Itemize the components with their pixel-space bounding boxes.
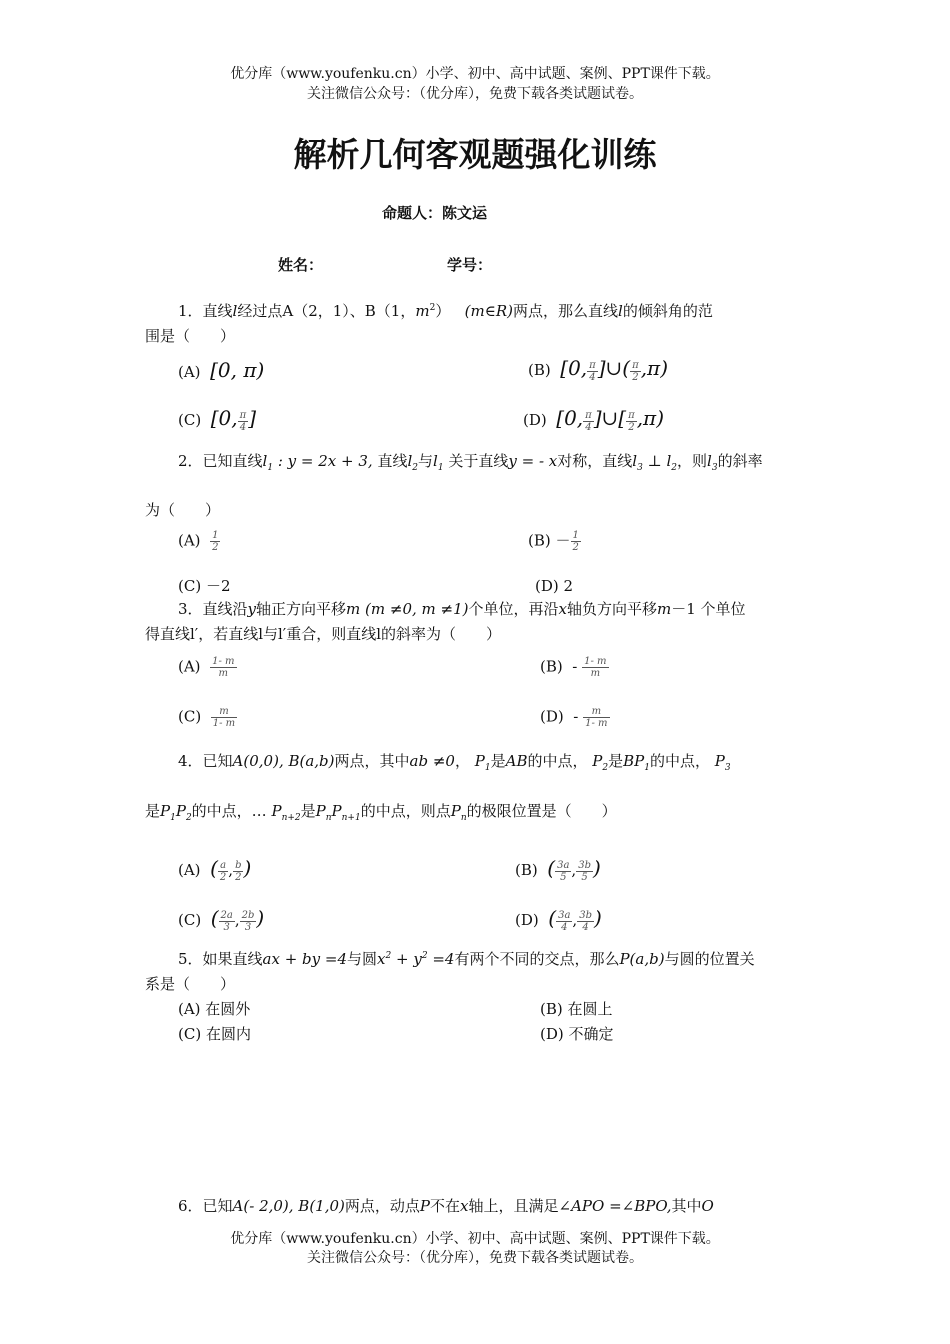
question-3-option-d: (D) - $\frac{m}{1- m}$ xyxy=(540,706,608,729)
question-1-line-1: 1．直线l经过点A（2，1）、B（1，$m^2$） (m∈R)两点，那么直线l的倾斜角的范 xyxy=(178,302,713,320)
header-line-1: 优分库（www.youfenku.cn）小学、初中、高中试题、案例、PPT课件下载。 xyxy=(230,66,720,82)
question-3-line-1: 3．直线沿y轴正方向平移m (m ≠0, m ≠1)个单位，再沿x轴负方向平移m－1 个单位 xyxy=(178,600,746,618)
question-6-line-1: 6．已知A(- 2,0), B(1,0)两点，动点P不在x轴上，且满足∠APO =∠BPO,其中O xyxy=(178,1197,714,1215)
question-5-option-d: (D) 不确定 xyxy=(540,1025,614,1043)
question-2-option-c: (C) －2 xyxy=(178,577,231,595)
question-1-line-2: 围是（ ） xyxy=(145,327,236,345)
header-line-2: 关注微信公众号：（优分库），免费下载各类试题试卷。 xyxy=(307,86,643,102)
question-3-option-c: (C) $\frac{m}{1- m}$ xyxy=(178,706,236,729)
question-1-option-c: (C) [0, $\frac{\pi}{4}$ ] xyxy=(178,406,257,433)
name-label: 姓名： xyxy=(278,256,324,274)
author-line: 命题人：陈文运 xyxy=(382,204,488,222)
question-5-option-a: (A) 在圆外 xyxy=(178,1000,251,1018)
question-5-line-1: 5．如果直线ax + by =4与圆$x^2 + y^2 =4$有两个不同的交点，那么P(a,b)与圆的位置关 xyxy=(178,950,755,968)
student-id-label: 学号： xyxy=(447,256,493,274)
question-3-option-a: (A) $\frac{1- m}{m}$ xyxy=(178,656,235,679)
question-4-option-d: (D) ( $\frac{3a}{4}$ , $\frac{3b}{4}$ ) xyxy=(515,906,602,933)
question-5-option-b: (B) 在圆上 xyxy=(540,1000,613,1018)
question-4-option-b: (B) ( $\frac{3a}{5}$ , $\frac{3b}{5}$ ) xyxy=(515,856,601,883)
question-5-option-c: (C) 在圆内 xyxy=(178,1025,251,1043)
question-5-line-2: 系是（ ） xyxy=(145,975,236,993)
question-1-option-b: (B) [0, $\frac{\pi}{4}$ ]∪( $\frac{\pi}{2}$ ,π) xyxy=(528,356,669,383)
footer-line-2: 关注微信公众号：（优分库），免费下载各类试题试卷。 xyxy=(307,1250,643,1266)
question-2-line-2: 为（ ） xyxy=(145,501,221,519)
question-2-option-d: (D) 2 xyxy=(535,577,574,595)
question-4-line-2: 是$P_1P_2$的中点，… $P_{n+2}$是$P_nP_{n+1}$的中点，则点$P_n$的极限位置是（ ） xyxy=(145,802,617,823)
question-3-line-2: 得直线l′，若直线l与l′重合，则直线l的斜率为（ ） xyxy=(145,625,502,643)
question-3-option-b: (B) - $\frac{1- m}{m}$ xyxy=(540,656,607,679)
page-title: 解析几何客观题强化训练 xyxy=(293,135,657,174)
footer-line-1: 优分库（www.youfenku.cn）小学、初中、高中试题、案例、PPT课件下载。 xyxy=(230,1231,720,1247)
question-1-option-d: (D) [0, $\frac{\pi}{4}$ ]∪[ $\frac{\pi}{2}$ ,π) xyxy=(523,406,665,433)
question-2-option-a: (A) $\frac{1}{2}$ xyxy=(178,530,219,553)
question-4-option-a: (A) ( $\frac{a}{2}$ , $\frac{b}{2}$ ) xyxy=(178,856,252,883)
question-1-option-a: (A) [0, π) xyxy=(178,358,265,382)
question-4-line-1: 4．已知A(0,0), B(a,b)两点，其中ab ≠0， $P_1$是AB的中点， $P_2$是$BP_1$的中点， $P_3$ xyxy=(178,752,731,773)
question-4-option-c: (C) ( $\frac{2a}{3}$ , $\frac{2b}{3}$ ) xyxy=(178,906,265,933)
question-2-option-b: (B) － $\frac{1}{2}$ xyxy=(528,530,579,553)
question-2-line-1: 2．已知直线$l_1$ : y = 2x + 3, 直线$l_2$与$l_1$ 关于直线y = - x对称，直线$l_3$ ⊥ $l_2$，则$l_3$的斜率 xyxy=(178,452,763,473)
